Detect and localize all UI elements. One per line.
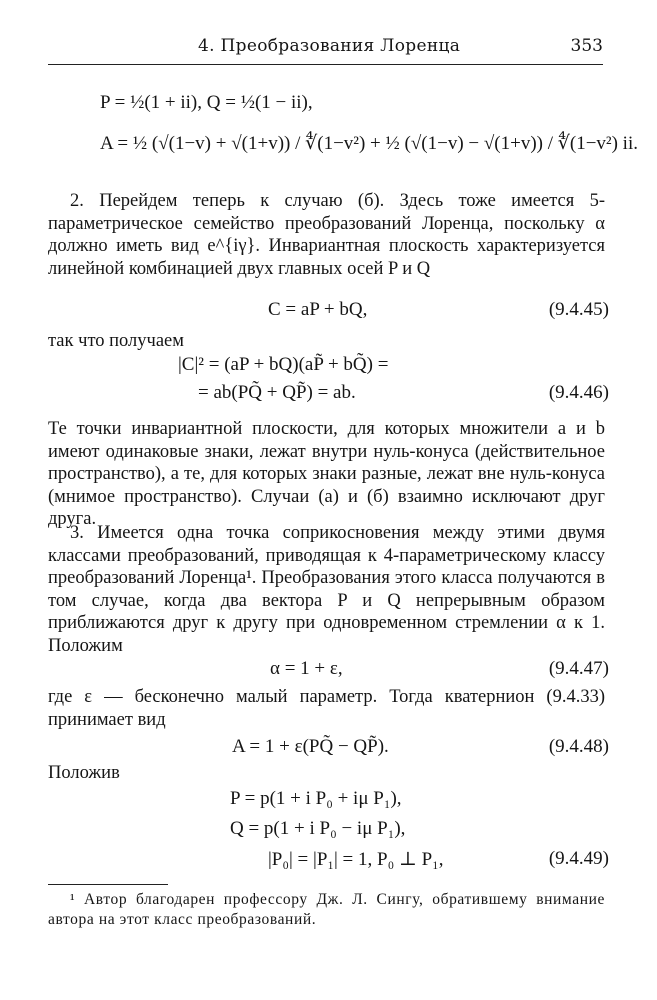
formula-9-4-46-line2: = ab(PQ̃ + QP̃) = ab. (198, 382, 356, 403)
eq-number-9-4-49: (9.4.49) (548, 848, 609, 869)
eq-number-9-4-47: (9.4.47) (548, 658, 609, 679)
footnote: ¹ Автор благодарен профессору Дж. Л. Сингу, обратившему внимание автора на этот класс преобразований. (48, 891, 605, 928)
paragraph-null-cone: Те точки инвариантной плоскости, для которых множители a и b имеют одинаковые знаки, лежат внутри нуль-конуса (действительное пространство), а те, для которых знаки разные, лежат вне нуль-конуса (мнимое пространство). Случаи (а) и (б) взаимно исключают друг друга. (48, 419, 605, 530)
paragraph-contact-point: 3. Имеется одна точка соприкосновения между этими двумя классами преобразований, приводящая к 4-параметрическому классу преобразований Лоренца¹. Преобразования этого класса получаются в том случае, когда два вектора P и Q непрерывным образом приближаются друг к другу при одновременном стремлении α к 1. Положим (48, 523, 605, 656)
formula-9-4-49-line2: Q = p(1 + i P₀ − iμ P₁), (230, 818, 406, 839)
paragraph-setting: Положив (48, 763, 120, 783)
formula-a: A = ½ (√(1−v) + √(1+v)) / ∜(1−v²) + ½ (√(1−v) − √(1+v)) / ∜(1−v²) ii. (100, 133, 638, 154)
eq-number-9-4-48: (9.4.48) (548, 736, 609, 757)
formula-9-4-49-line3: |P₀| = |P₁| = 1, P₀ ⊥ P₁, (268, 849, 444, 870)
chapter-title: 4. Преобразования Лоренца (198, 36, 461, 56)
paragraph-case-b: 2. Перейдем теперь к случаю (б). Здесь тоже имеется 5-параметрическое семейство преобразований Лоренца, поскольку α должно иметь вид e^{iγ}. Инвариантная плоскость характеризуется линейной комбинацией двух главных осей P и Q (48, 191, 605, 279)
eq-number-9-4-46: (9.4.46) (548, 382, 609, 403)
formula-9-4-47: α = 1 + ε, (270, 658, 343, 679)
paragraph-epsilon: где ε — бесконечно малый параметр. Тогда кватернион (9.4.33) принимает вид (48, 687, 605, 730)
formula-9-4-49-line1: P = p(1 + i P₀ + iμ P₁), (230, 788, 402, 809)
formula-p-q: P = ½(1 + ii), Q = ½(1 − ii), (100, 92, 313, 113)
formula-9-4-48: A = 1 + ε(PQ̃ − QP̃). (232, 736, 389, 757)
running-header (48, 36, 603, 65)
paragraph-so-we-get: так что получаем (48, 331, 184, 351)
footnote-rule (48, 884, 168, 885)
formula-9-4-46-line1: |C|² = (aP + bQ)(aP̃ + bQ̃) = (178, 354, 389, 375)
eq-number-9-4-45: (9.4.45) (548, 299, 609, 320)
formula-9-4-45: C = aP + bQ, (268, 299, 368, 320)
page-number: 353 (570, 36, 603, 56)
